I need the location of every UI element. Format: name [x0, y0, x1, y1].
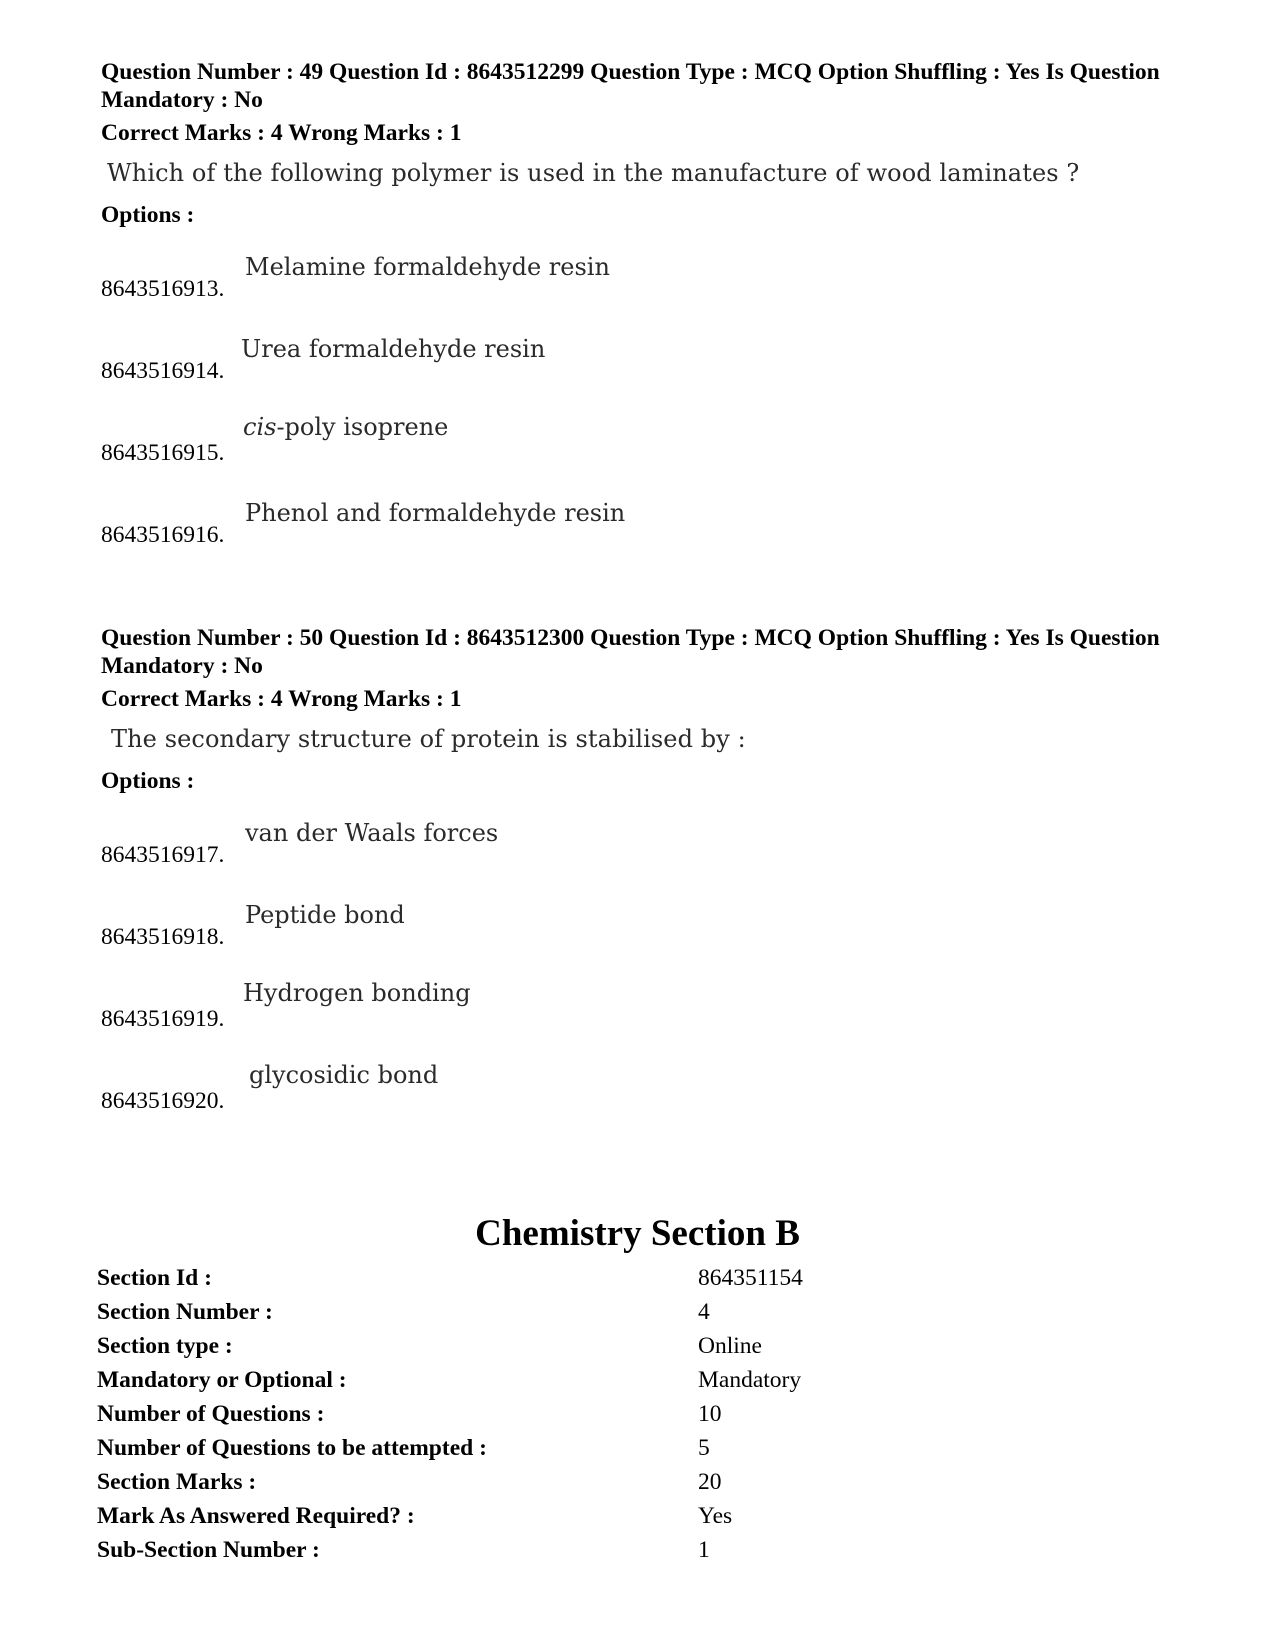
detail-row — [97, 1466, 897, 1500]
option-id: 8643516913. — [101, 276, 225, 302]
detail-value: Yes — [698, 1503, 733, 1529]
detail-value: 5 — [698, 1435, 710, 1461]
question-text: Which of the following polymer is used in the manufacture of wood laminates ? — [107, 159, 1080, 187]
detail-label: Section Marks : — [97, 1469, 257, 1495]
detail-value: 4 — [698, 1299, 710, 1325]
option-text — [245, 899, 405, 931]
option-text — [243, 977, 471, 1009]
detail-row — [97, 1534, 897, 1568]
question-header: Question Number : 49 Question Id : 8643512299 Question Type : MCQ Option Shuffling : Yes Is Question Mandatory : No — [101, 59, 1160, 113]
detail-label: Number of Questions : — [97, 1401, 325, 1427]
question-marks: Correct Marks : 4 Wrong Marks : 1 — [101, 120, 462, 146]
option-item — [101, 965, 1181, 1047]
option-id: 8643516916. — [101, 522, 225, 548]
detail-value: Mandatory — [698, 1367, 802, 1393]
option-id: 8643516918. — [101, 924, 225, 950]
option-prefix: cis — [243, 413, 277, 441]
detail-row — [97, 1296, 897, 1330]
option-item — [101, 481, 1181, 563]
option-text — [249, 1059, 438, 1091]
detail-row — [97, 1432, 897, 1466]
detail-label: Mandatory or Optional : — [97, 1367, 347, 1393]
options-list — [101, 235, 1181, 563]
detail-row — [97, 1398, 897, 1432]
option-item — [101, 1047, 1181, 1129]
section-title: Chemistry Section B — [475, 1213, 800, 1254]
option-id: 8643516919. — [101, 1006, 225, 1032]
option-item — [101, 801, 1181, 883]
question-block-49 — [101, 58, 1181, 563]
option-text — [245, 497, 625, 529]
option-text — [245, 251, 610, 283]
option-text — [243, 411, 448, 443]
detail-value: 864351154 — [698, 1265, 803, 1291]
detail-label: Mark As Answered Required? : — [97, 1503, 415, 1529]
option-label: Urea formaldehyde resin — [241, 335, 546, 363]
section-details-table — [97, 1262, 897, 1568]
detail-value: 1 — [698, 1537, 710, 1563]
option-item — [101, 883, 1181, 965]
options-label: Options : — [101, 768, 195, 794]
option-label: Hydrogen bonding — [243, 979, 471, 1007]
detail-label: Section type : — [97, 1333, 233, 1359]
option-text — [245, 817, 498, 849]
question-text: The secondary structure of protein is stabilised by : — [111, 725, 746, 753]
option-id: 8643516920. — [101, 1088, 225, 1114]
option-label: glycosidic bond — [249, 1061, 439, 1089]
option-text — [241, 333, 545, 365]
detail-row — [97, 1330, 897, 1364]
option-id: 8643516915. — [101, 440, 225, 466]
option-label: Phenol and formaldehyde resin — [245, 499, 626, 527]
question-block-50 — [101, 624, 1181, 1129]
detail-row — [97, 1364, 897, 1398]
detail-value: 20 — [698, 1469, 722, 1495]
detail-label: Sub-Section Number : — [97, 1537, 320, 1563]
option-label: Peptide bond — [245, 901, 405, 929]
detail-label: Number of Questions to be attempted : — [97, 1435, 487, 1461]
detail-label: Section Id : — [97, 1265, 212, 1291]
option-item — [101, 317, 1181, 399]
option-label: Melamine formaldehyde resin — [245, 253, 610, 281]
detail-row — [97, 1262, 897, 1296]
options-list — [101, 801, 1181, 1129]
question-marks: Correct Marks : 4 Wrong Marks : 1 — [101, 686, 462, 712]
option-item — [101, 399, 1181, 481]
option-id: 8643516914. — [101, 358, 225, 384]
detail-value: Online — [698, 1333, 762, 1359]
option-label: -poly isoprene — [276, 413, 449, 441]
detail-label: Section Number : — [97, 1299, 273, 1325]
options-label: Options : — [101, 202, 195, 228]
question-header: Question Number : 50 Question Id : 8643512300 Question Type : MCQ Option Shuffling : Yes Is Question Mandatory : No — [101, 625, 1160, 679]
option-item — [101, 235, 1181, 317]
detail-row — [97, 1500, 897, 1534]
detail-value: 10 — [698, 1401, 722, 1427]
option-label: van der Waals forces — [245, 819, 499, 847]
option-id: 8643516917. — [101, 842, 225, 868]
